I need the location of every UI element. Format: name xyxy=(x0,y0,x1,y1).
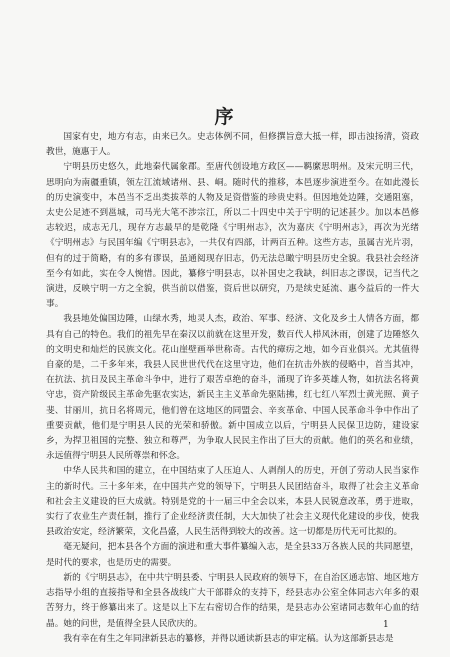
paragraph: 我有幸在有生之年同津新县志的纂修，并得以通读新县志的审定稿。认为这部新县志是 xyxy=(63,633,394,644)
paragraph: 毫无疑问，把本县各个方面的演进和重大事件纂编入志，是全县33万各族人民的共同愿望，是时代的要求，也是历史的需要。 xyxy=(46,542,419,568)
paragraph: 中华人民共和国的建立，在中国结束了人压迫人、人剥削人的历史，开创了劳动人民当家作主的新时代。三十多年来，在中国共产党的领导下，宁明县人民团结奋斗，取得了社会主义革命和社会主义建设的巨大成就。特别是党的十一届三中全会以来，本县人民锐意改革，勇于进取，实行了农业生产责任制，推行了企业经济责任制，大大加快了社会主义现代化建设的步伐，使我县政治安定，经济繁荣，文化昌盛，人民生活得到较大的改善。这一切都是历代无可比拟的。 xyxy=(46,466,419,538)
page-number: 1 xyxy=(383,620,389,630)
page-title: 序 xyxy=(214,106,236,128)
paragraph: 新的《宁明县志》，在中共宁明县委、宁明县人民政府的领导下，在自治区通志馆、地区地方志指导小组的直接指导和全县各战线广大干部群众的支持下，经县志办公室全体同志六年多的艰苦努力，终于修纂出来了。这是以上下左右密切合作的结果，是县志办公室诸同志数年心血的结晶。她的问世，是值得全县人民欣庆的。 xyxy=(46,572,419,629)
paragraph: 我县地处偏国边陲，山绿水秀，地灵人杰，政治、军事、经济、文化及乡土人情各方面，都具有自己的特色。我们的祖先早在秦汉以前就在这里开发，数百代人栉风沐雨，创建了边陲悠久的文明史和灿烂的民族文化。花山崖壁画举世称奇。古代的瘴疠之地，如今百业俱兴。尤其值得自豪的是，二千多年来，我县人民世世代代在这里守边，他们在抗击外族的侵略中，首当其冲，在抗法、抗日及民主革命斗争中，进行了艰苦卓绝的奋斗，涌现了许多英雄人物，如抗法名将黄守忠，资产阶级民主革命先驱农实达，新民主主义革命先驱陆拂，红七红八军烈士黄光照、黄子斐、甘丽川，抗日名将周元，他们曾在这地区的同盟会、辛亥革命、中国人民革命斗争中作出了重要贡献，他们是宁明县人民的光荣和骄傲。新中国成立以后，宁明县人民保卫边防，建设家乡，为捍卫祖国的完整、独立和尊严，为争取人民民主作出了巨大的贡献。他们的英名和业绩，永远值得宁明县人民所尊崇和怀念。 xyxy=(46,314,419,462)
preface-body xyxy=(46,130,419,647)
paragraph: 宁明县历史悠久，此地秦代属象郡。至唐代创设地方政区——羁縻思明州。及宋元明三代，思明向为南疆重镇，领左江流域诸州、县、峒。随时代的推移，本邑逐步演进至今。在如此漫长的历史演变中，本邑当不乏出类拔萃的人物及足资借鉴的珍贵史料。但因地处边陲，交通阻塞，太史公足迹不到邕城，司马光大笔不涉宗江，所以二十四史中关于宁明的记述甚少。加以本邑修志较迟，成志无几，现存方志最早的是乾隆《宁明州志》，次为嘉庆《宁明州志》，再次为光绪《宁明州志》与民国年编《宁明县志》，一共仅有四部，计两百五种。这些方志，虽属吉光片羽，但有的过于简略，有的多有谬误，虽通阅现存旧志，仍无法总瞰宁明县历史全貌。我县社会经济至今有如此，实在令人惋惜。因此，纂修宁明县志，以补国史之我缺，纠旧志之谬误，记当代之演进，反映宁明一方之全貌，供当前以借鉴，资后世以研究，乃是续史延流、惠今益后的一件大事。 xyxy=(46,162,419,310)
paragraph: 国家有史，地方有志，由来已久。史志体例不同，但修撰旨意大抵一样，即击浊扬清，资政教世，施惠于人。 xyxy=(46,132,419,158)
